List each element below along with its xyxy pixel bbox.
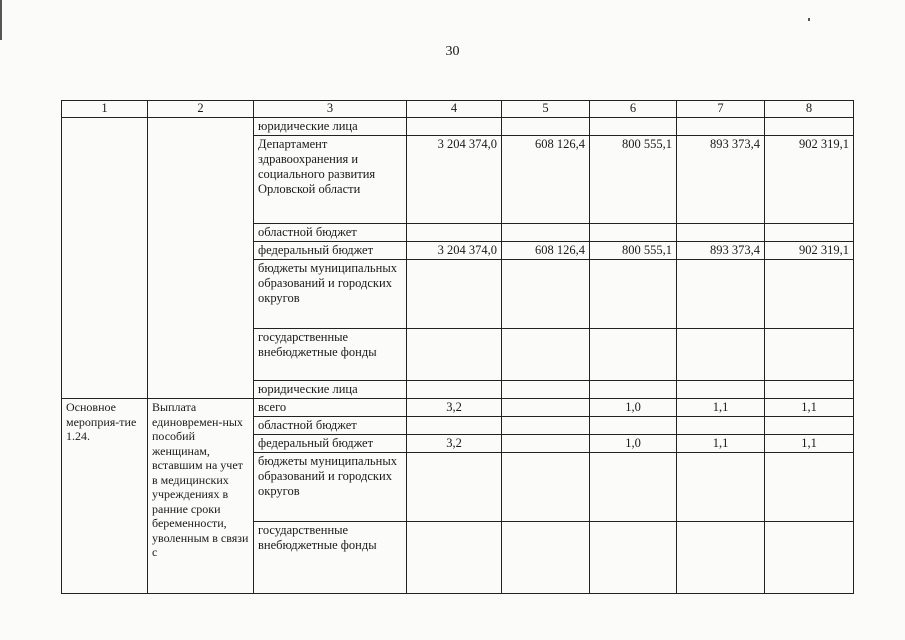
table-row [62,399,854,417]
value-cell: 902 319,1 [765,242,854,260]
value-cell [590,453,677,522]
value-cell [590,522,677,594]
value-cell [502,118,590,136]
value-cell: 1,0 [590,435,677,453]
value-cell: 893 373,4 [677,136,765,224]
source-cell: всего [254,399,407,417]
value-cell [765,522,854,594]
value-cell [765,417,854,435]
value-cell: 608 126,4 [502,136,590,224]
header-cell: 8 [765,101,854,118]
value-cell [765,260,854,329]
value-cell [407,453,502,522]
value-cell [677,381,765,399]
value-cell: 3 204 374,0 [407,136,502,224]
scan-edge-mark [0,0,2,40]
value-cell: 1,0 [590,399,677,417]
source-cell: федеральный бюджет [254,242,407,260]
header-cell: 3 [254,101,407,118]
source-cell: Департамент здравоохранения и социального развития Орловской области [254,136,407,224]
value-cell [677,260,765,329]
value-cell: 1,1 [765,399,854,417]
value-cell [765,453,854,522]
value-cell: 1,1 [765,435,854,453]
value-cell [765,224,854,242]
value-cell [502,417,590,435]
value-cell: 3,2 [407,399,502,417]
value-cell [590,118,677,136]
source-cell: юридические лица [254,118,407,136]
header-cell: 5 [502,101,590,118]
value-cell [590,260,677,329]
source-cell: государственные внебюджетные фонды [254,522,407,594]
value-cell [502,435,590,453]
table-header-row [62,101,854,118]
table-row [62,118,854,136]
value-cell [590,417,677,435]
header-cell: 7 [677,101,765,118]
source-cell: бюджеты муниципальных образований и городских округов [254,453,407,522]
value-cell: 608 126,4 [502,242,590,260]
value-cell [677,417,765,435]
value-cell [590,381,677,399]
value-cell [677,453,765,522]
value-cell [407,381,502,399]
measure-number-cell: Основное мероприя-тие 1.24. [62,399,148,594]
budget-table [61,100,854,594]
header-cell: 6 [590,101,677,118]
header-cell: 1 [62,101,148,118]
value-cell [407,522,502,594]
value-cell [502,260,590,329]
value-cell [407,329,502,381]
scan-dot-mark [808,18,810,21]
value-cell [590,329,677,381]
value-cell [502,522,590,594]
value-cell [502,399,590,417]
value-cell: 893 373,4 [677,242,765,260]
value-cell [502,329,590,381]
source-cell: областной бюджет [254,224,407,242]
page-number: 30 [445,44,460,59]
source-cell: бюджеты муниципальных образований и городских округов [254,260,407,329]
source-cell: федеральный бюджет [254,435,407,453]
col1-empty-cell [62,118,148,399]
source-cell: государственные внебюджетные фонды [254,329,407,381]
value-cell [677,522,765,594]
value-cell [407,417,502,435]
col2-empty-cell [148,118,254,399]
value-cell: 902 319,1 [765,136,854,224]
value-cell [765,329,854,381]
header-cell: 2 [148,101,254,118]
value-cell [407,224,502,242]
value-cell [502,453,590,522]
value-cell [765,118,854,136]
value-cell: 1,1 [677,399,765,417]
value-cell: 800 555,1 [590,136,677,224]
value-cell [677,224,765,242]
value-cell: 800 555,1 [590,242,677,260]
value-cell [590,224,677,242]
value-cell [765,381,854,399]
value-cell [407,118,502,136]
value-cell: 1,1 [677,435,765,453]
value-cell [502,224,590,242]
value-cell [677,329,765,381]
value-cell: 3 204 374,0 [407,242,502,260]
value-cell [677,118,765,136]
value-cell: 3,2 [407,435,502,453]
header-cell: 4 [407,101,502,118]
measure-description-cell: Выплата единовремен-ных пособий женщинам, вставшим на учет в медицинских учреждениях в ранние сроки беременности, уволенным в связи с [148,399,254,594]
value-cell [502,381,590,399]
value-cell [407,260,502,329]
source-cell: областной бюджет [254,417,407,435]
source-cell: юридические лица [254,381,407,399]
